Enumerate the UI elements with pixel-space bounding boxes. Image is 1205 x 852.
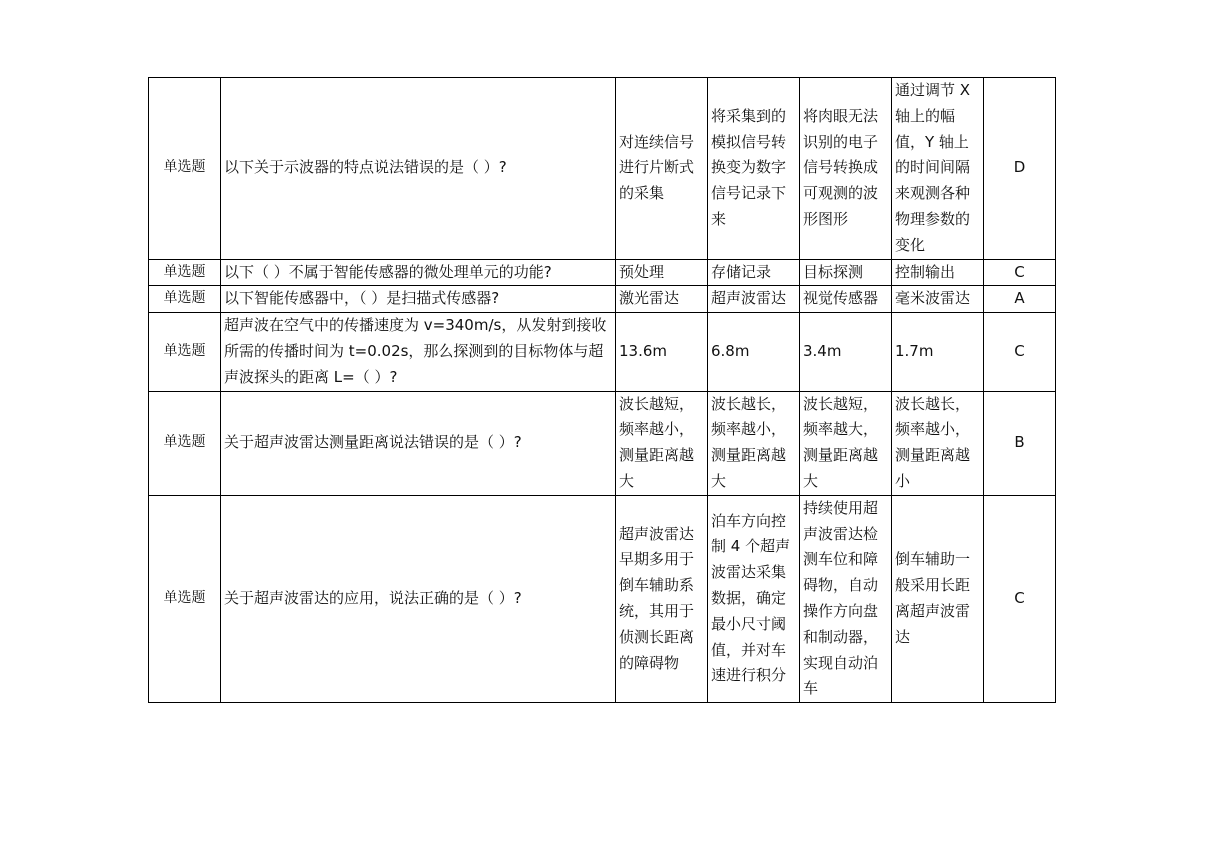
option-c: 视觉传感器 [800, 286, 892, 313]
option-d: 1.7m [892, 313, 984, 391]
answer: C [984, 495, 1056, 702]
option-a: 预处理 [616, 259, 708, 286]
option-a: 激光雷达 [616, 286, 708, 313]
option-c: 目标探测 [800, 259, 892, 286]
option-a: 波长越短，频率越小，测量距离越大 [616, 391, 708, 495]
option-c: 波长越短，频率越大，测量距离越大 [800, 391, 892, 495]
question-type: 单选题 [149, 78, 221, 260]
answer: C [984, 259, 1056, 286]
option-c: 3.4m [800, 313, 892, 391]
question-type: 单选题 [149, 259, 221, 286]
option-d: 倒车辅助一般采用长距离超声波雷达 [892, 495, 984, 702]
option-a: 13.6m [616, 313, 708, 391]
option-c: 持续使用超声波雷达检测车位和障碍物，自动操作方向盘和制动器，实现自动泊车 [800, 495, 892, 702]
question-type: 单选题 [149, 313, 221, 391]
option-d: 毫米波雷达 [892, 286, 984, 313]
answer: C [984, 313, 1056, 391]
option-d: 控制输出 [892, 259, 984, 286]
question-text: 以下（ ）不属于智能传感器的微处理单元的功能? [221, 259, 616, 286]
question-text: 超声波在空气中的传播速度为 v=340m/s，从发射到接收所需的传播时间为 t=0.02s，那么探测到的目标物体与超声波探头的距离 L=（ ）? [221, 313, 616, 391]
question-row [149, 259, 1056, 286]
question-row [149, 495, 1056, 702]
question-text: 关于超声波雷达的应用，说法正确的是（ ）? [221, 495, 616, 702]
question-row [149, 286, 1056, 313]
question-text: 关于超声波雷达测量距离说法错误的是（ ）? [221, 391, 616, 495]
question-type: 单选题 [149, 286, 221, 313]
option-b: 将采集到的模拟信号转换变为数字信号记录下来 [708, 78, 800, 260]
question-row [149, 313, 1056, 391]
answer: D [984, 78, 1056, 260]
option-a: 超声波雷达早期多用于倒车辅助系统，其用于侦测长距离的障碍物 [616, 495, 708, 702]
option-b: 存储记录 [708, 259, 800, 286]
option-d: 通过调节 X 轴上的幅值，Y 轴上的时间间隔来观测各种物理参数的变化 [892, 78, 984, 260]
question-row [149, 78, 1056, 260]
question-text: 以下关于示波器的特点说法错误的是（ ）? [221, 78, 616, 260]
option-a: 对连续信号进行片断式的采集 [616, 78, 708, 260]
question-row [149, 391, 1056, 495]
option-b: 6.8m [708, 313, 800, 391]
answer: A [984, 286, 1056, 313]
question-table [148, 77, 1056, 703]
option-c: 将肉眼无法识别的电子信号转换成可观测的波形图形 [800, 78, 892, 260]
question-type: 单选题 [149, 495, 221, 702]
option-d: 波长越长，频率越小，测量距离越小 [892, 391, 984, 495]
option-b: 泊车方向控制 4 个超声波雷达采集数据，确定最小尺寸阈值，并对车速进行积分 [708, 495, 800, 702]
option-b: 超声波雷达 [708, 286, 800, 313]
option-b: 波长越长，频率越小，测量距离越大 [708, 391, 800, 495]
answer: B [984, 391, 1056, 495]
question-type: 单选题 [149, 391, 221, 495]
question-text: 以下智能传感器中，（ ）是扫描式传感器? [221, 286, 616, 313]
